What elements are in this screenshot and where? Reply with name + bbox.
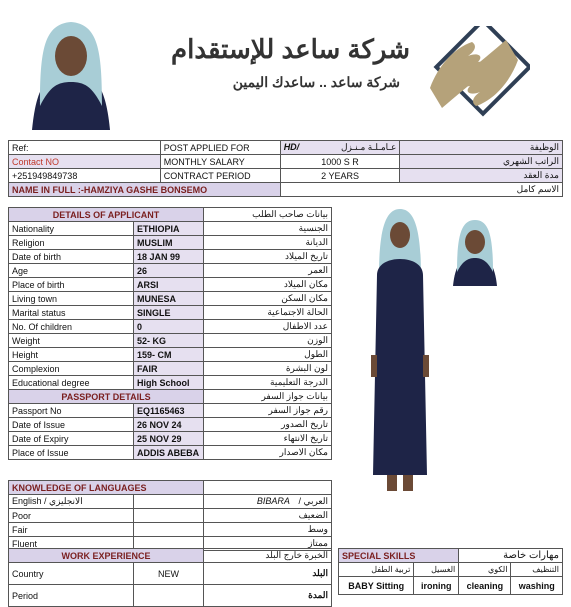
applicant-ar: الديانة bbox=[204, 236, 332, 250]
applicant-row bbox=[9, 376, 332, 390]
country-ar: البلد bbox=[204, 563, 332, 585]
passport-row bbox=[9, 432, 332, 446]
languages-ar: وسط bbox=[204, 523, 332, 537]
applicant-label: Educational degree bbox=[9, 376, 134, 390]
applicant-row bbox=[9, 292, 332, 306]
applicant-label: Weight bbox=[9, 334, 134, 348]
applicant-value: 52- KG bbox=[134, 334, 204, 348]
applicant-ar: الدرجة التعليمية bbox=[204, 376, 332, 390]
applicant-ar: الجنسية bbox=[204, 222, 332, 236]
applicant-ar: الطول bbox=[204, 348, 332, 362]
applicant-ar: عدد الاطفال bbox=[204, 320, 332, 334]
applicant-row bbox=[9, 250, 332, 264]
phone-number: +251949849738 bbox=[9, 169, 161, 183]
company-tagline-ar: شركة ساعد .. ساعدك اليمين bbox=[232, 74, 400, 90]
applicant-value: 159- CM bbox=[134, 348, 204, 362]
applicant-row bbox=[9, 348, 332, 362]
passport-row bbox=[9, 418, 332, 432]
skills-title-ar: مهارات خاصة bbox=[459, 549, 563, 563]
country-value: NEW bbox=[134, 563, 204, 585]
skill-ar-item: تربية الطفل bbox=[339, 563, 414, 577]
passport-ar: رقم جواز السفر bbox=[204, 404, 332, 418]
skill-item: ironing bbox=[414, 577, 459, 595]
country-label: Country bbox=[9, 563, 134, 585]
applicant-label: Place of birth bbox=[9, 278, 134, 292]
applicant-row bbox=[9, 306, 332, 320]
english-label: English / الانجليزي bbox=[9, 495, 134, 509]
top-info-table bbox=[8, 140, 563, 197]
passport-value: 26 NOV 24 bbox=[134, 418, 204, 432]
applicant-title-ar: بيانات صاحب الطلب bbox=[204, 208, 332, 222]
post-applied-value: HD/ bbox=[283, 142, 300, 152]
applicant-ar: مكان الميلاد bbox=[204, 278, 332, 292]
passport-row bbox=[9, 446, 332, 460]
passport-label: Date of Expiry bbox=[9, 432, 134, 446]
languages-ar: ممتاز bbox=[204, 537, 332, 551]
ref-label: Ref: bbox=[9, 141, 161, 155]
skill-item: BABY Sitting bbox=[339, 577, 414, 595]
passport-title-ar: بيانات جواز السفر bbox=[204, 390, 332, 404]
post-applied-ar-label: الوظيفة bbox=[400, 141, 563, 155]
full-name-ar: الاسم كامل bbox=[280, 183, 562, 197]
passport-ar: تاريخ الصدور bbox=[204, 418, 332, 432]
applicant-label: Religion bbox=[9, 236, 134, 250]
applicant-value: FAIR bbox=[134, 362, 204, 376]
applicant-photo-full-body bbox=[365, 205, 435, 495]
applicant-value: MUNESA bbox=[134, 292, 204, 306]
applicant-value: High School bbox=[134, 376, 204, 390]
passport-label: Place of Issue bbox=[9, 446, 134, 460]
applicant-photo-top bbox=[22, 10, 120, 130]
skills-title: SPECIAL SKILLS bbox=[339, 549, 459, 563]
languages-label: Fluent bbox=[9, 537, 134, 551]
skills-table bbox=[338, 548, 563, 595]
skill-ar-item: الكوي bbox=[459, 563, 511, 577]
applicant-row bbox=[9, 334, 332, 348]
contract-value: 2 YEARS bbox=[280, 169, 400, 183]
work-table bbox=[8, 548, 332, 607]
passport-ar: مكان الاصدار bbox=[204, 446, 332, 460]
applicant-row bbox=[9, 236, 332, 250]
passport-row bbox=[9, 404, 332, 418]
company-name-ar: شركة ساعد للإستقدام bbox=[171, 34, 410, 64]
skill-ar-item: التنظيف bbox=[511, 563, 563, 577]
monthly-salary-label: MONTHLY SALARY bbox=[160, 155, 280, 169]
languages-row bbox=[9, 523, 332, 537]
applicant-label: Complexion bbox=[9, 362, 134, 376]
applicant-ar: لون البشرة bbox=[204, 362, 332, 376]
languages-title: KNOWLEDGE OF LANGUAGES bbox=[9, 481, 204, 495]
passport-label: Date of Issue bbox=[9, 418, 134, 432]
passport-value: EQ1165463 bbox=[134, 404, 204, 418]
contract-ar: مدة العقد bbox=[400, 169, 563, 183]
applicant-value: ETHIOPIA bbox=[134, 222, 204, 236]
contract-label: CONTRACT PERIOD bbox=[160, 169, 280, 183]
applicant-label: Marital status bbox=[9, 306, 134, 320]
applicant-ar: تاريخ الميلاد bbox=[204, 250, 332, 264]
applicant-value: 0 bbox=[134, 320, 204, 334]
applicant-ar: مكان السكن bbox=[204, 292, 332, 306]
languages-ar: الضعيف bbox=[204, 509, 332, 523]
post-applied-label: POST APPLIED FOR bbox=[160, 141, 280, 155]
period-ar: المدة bbox=[204, 585, 332, 607]
applicant-label: Date of birth bbox=[9, 250, 134, 264]
applicant-value: SINGLE bbox=[134, 306, 204, 320]
company-logo-icon bbox=[420, 26, 530, 122]
skill-item: washing bbox=[511, 577, 563, 595]
applicant-row bbox=[9, 222, 332, 236]
work-title: WORK EXPERIENCE bbox=[9, 549, 204, 563]
passport-label: Passport No bbox=[9, 404, 134, 418]
work-title-ar: الخبرة خارج البلد bbox=[204, 549, 332, 563]
applicant-label: Nationality bbox=[9, 222, 134, 236]
arabic-label: العربي / bbox=[298, 496, 328, 506]
languages-row bbox=[9, 509, 332, 523]
applicant-row bbox=[9, 362, 332, 376]
contact-label: Contact NO bbox=[9, 155, 161, 169]
languages-table bbox=[8, 480, 332, 551]
applicant-row bbox=[9, 278, 332, 292]
passport-ar: تاريخ الانتهاء bbox=[204, 432, 332, 446]
passport-value: 25 NOV 29 bbox=[134, 432, 204, 446]
applicant-value: MUSLIM bbox=[134, 236, 204, 250]
applicant-table bbox=[8, 207, 332, 460]
applicant-label: No. Of children bbox=[9, 320, 134, 334]
arabic-value: BIBARA bbox=[256, 496, 290, 506]
applicant-ar: العمر bbox=[204, 264, 332, 278]
period-label: Period bbox=[9, 585, 134, 607]
applicant-value: ARSI bbox=[134, 278, 204, 292]
monthly-salary-value: 1000 S R bbox=[280, 155, 400, 169]
applicant-ar: الوزن bbox=[204, 334, 332, 348]
applicant-photo-small bbox=[447, 214, 503, 286]
passport-value: ADDIS ABEBA bbox=[134, 446, 204, 460]
post-applied-ar-value: عـامـلـة مـنـزل bbox=[340, 142, 397, 152]
skill-ar-item: الغسيل bbox=[414, 563, 459, 577]
applicant-row bbox=[9, 264, 332, 278]
applicant-row bbox=[9, 320, 332, 334]
applicant-label: Living town bbox=[9, 292, 134, 306]
applicant-title: DETAILS OF APPLICANT bbox=[9, 208, 204, 222]
passport-title: PASSPORT DETAILS bbox=[9, 390, 204, 404]
languages-label: Fair bbox=[9, 523, 134, 537]
monthly-salary-ar: الراتب الشهري bbox=[400, 155, 563, 169]
applicant-value: 18 JAN 99 bbox=[134, 250, 204, 264]
full-name: NAME IN FULL :-HAMZIYA GASHE BONSEMO bbox=[9, 183, 281, 197]
applicant-ar: الحالة الاجتماعية bbox=[204, 306, 332, 320]
skill-item: cleaning bbox=[459, 577, 511, 595]
applicant-label: Age bbox=[9, 264, 134, 278]
applicant-label: Height bbox=[9, 348, 134, 362]
languages-label: Poor bbox=[9, 509, 134, 523]
applicant-value: 26 bbox=[134, 264, 204, 278]
